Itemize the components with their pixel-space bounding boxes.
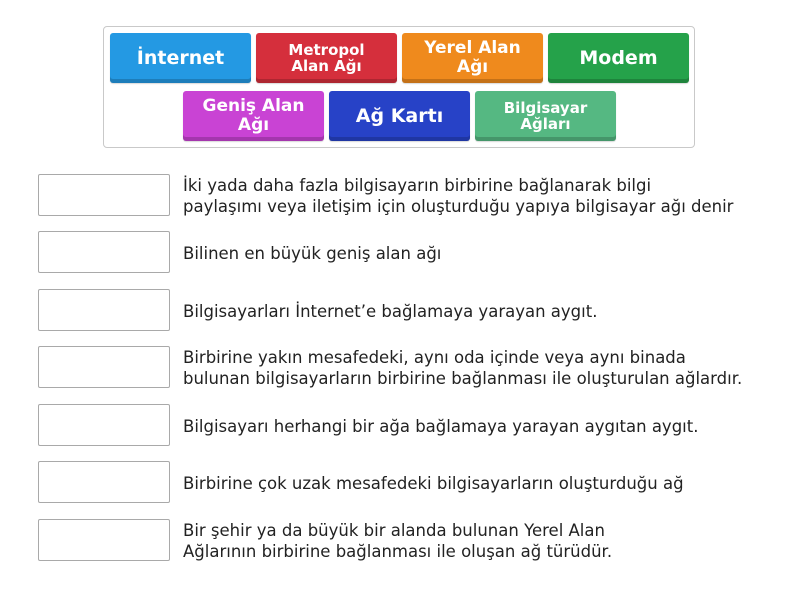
drop-slot[interactable]	[38, 231, 170, 273]
option-tile-metropol-alan-agi[interactable]	[256, 33, 397, 83]
match-row	[38, 231, 788, 275]
option-label: Modem	[579, 46, 658, 69]
definition-text: Birbirine yakın mesafedeki, aynı oda içinde veya aynı binada bulunan bilgisayarların birbirine bağlanması ile oluşturulan ağlardır.	[183, 348, 743, 388]
option-tile-internet[interactable]	[110, 33, 251, 83]
drop-slot[interactable]	[38, 346, 170, 388]
option-label: Bilgisayar Ağları	[503, 98, 588, 133]
option-label: Geniş Alan Ağı	[202, 96, 305, 135]
definition-text: Bilgisayarları İnternet’e bağlamaya yarayan aygıt.	[183, 301, 598, 321]
drop-slot[interactable]	[38, 289, 170, 331]
definition-text: Bilgisayarı herhangi bir ağa bağlamaya yarayan aygıtan aygıt.	[183, 416, 699, 436]
definition-text: Bilinen en büyük geniş alan ağı	[183, 243, 442, 263]
match-row	[38, 289, 788, 333]
match-row	[38, 461, 788, 505]
match-row	[38, 174, 788, 218]
option-label: Metropol Alan Ağı	[288, 40, 365, 75]
option-tile-yerel-alan-agi[interactable]	[402, 33, 543, 83]
definition-text: Bir şehir ya da büyük bir alanda bulunan Yerel Alan Ağlarının birbirine bağlanması ile oluşan ağ türüdür.	[183, 521, 613, 561]
option-tile-modem[interactable]	[548, 33, 689, 83]
definition-text: Birbirine çok uzak mesafedeki bilgisayarların oluşturduğu ağ	[183, 473, 684, 493]
drop-slot[interactable]	[38, 404, 170, 446]
match-row	[38, 346, 788, 390]
option-tile-genis-alan-agi[interactable]	[183, 91, 324, 141]
option-label: Yerel Alan Ağı	[424, 38, 521, 77]
match-row	[38, 519, 788, 563]
drop-slot[interactable]	[38, 519, 170, 561]
drop-slot[interactable]	[38, 174, 170, 216]
definition-text: İki yada daha fazla bilgisayarın birbirine bağlanarak bilgi paylaşımı veya iletişim için oluşturduğu yapıya bilgisayar ağı denir	[183, 176, 734, 216]
option-label: Ağ Kartı	[355, 104, 444, 127]
option-tile-ag-karti[interactable]	[329, 91, 470, 141]
option-tile-bilgisayar-aglari[interactable]	[475, 91, 616, 141]
match-row	[38, 404, 788, 448]
drop-slot[interactable]	[38, 461, 170, 503]
option-label: İnternet	[136, 46, 225, 69]
